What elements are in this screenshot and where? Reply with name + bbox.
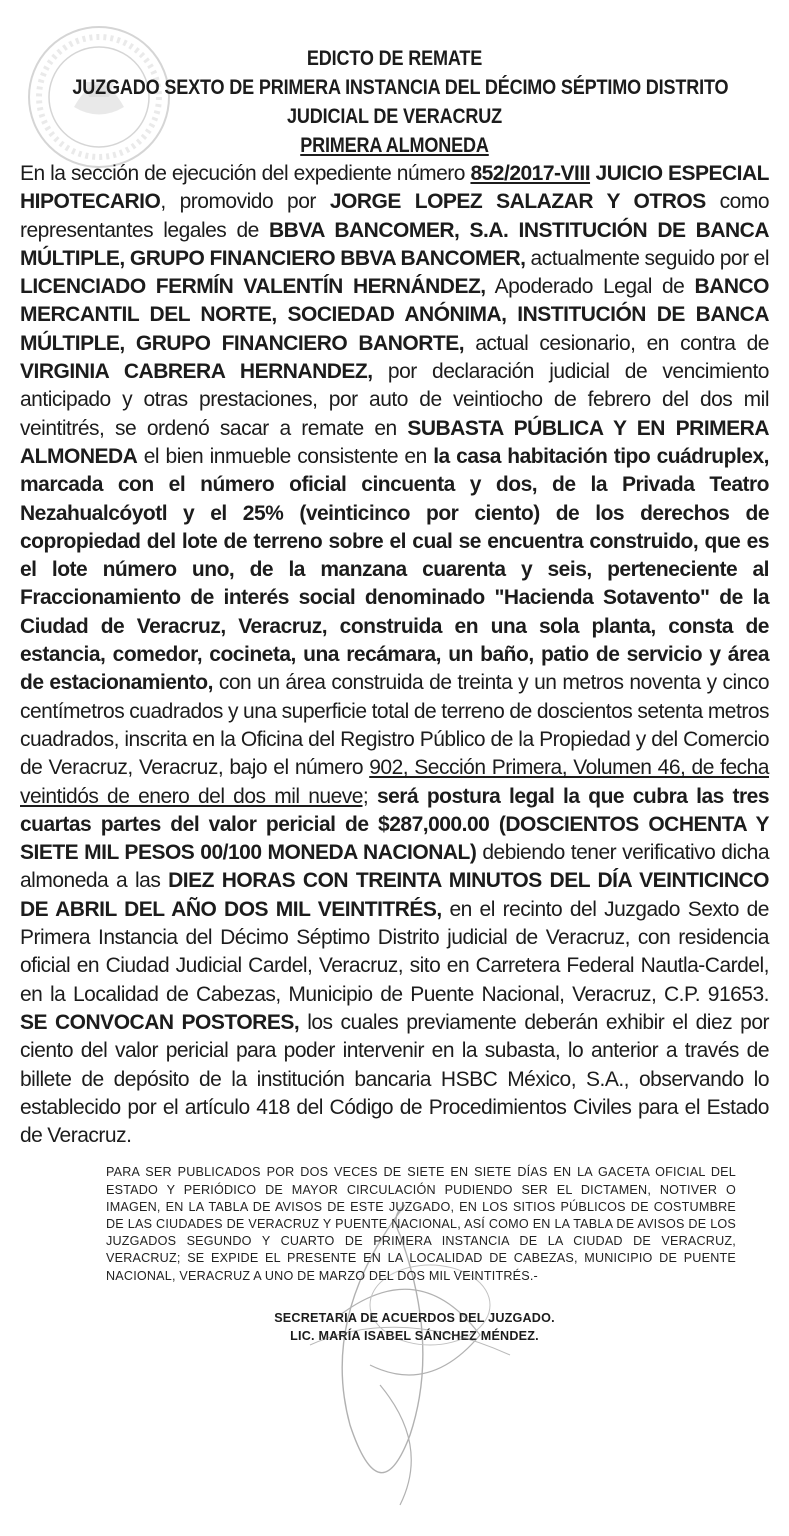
- publication-notice: PARA SER PUBLICADOS POR DOS VECES DE SIETE EN SIETE DÍAS EN LA GACETA OFICIAL DEL ESTADO Y PERIÓDICO DE MAYOR CIRCULACIÓN PUDIENDO SER EL DICTAMEN, NOTIVER O IMAGEN, EN LA TABLA DE AVISOS DE ESTE JUZGADO, EN LOS SITIOS PÚBLICOS DE COSTUMBRE DE LAS CIUDADES DE VERACRUZ Y PUENTE NACIONAL, ASÍ COMO EN LA TABLA DE AVISOS DE LOS JUZGADOS SEGUNDO Y CUARTO DE PRIMERA INSTANCIA DE LA CIUDAD DE VERACRUZ, VERACRUZ; SE EXPIDE EL PRESENTE EN LA LOCALIDAD DE CABEZAS, MUNICIPIO DE PUENTE NACIONAL, VERACRUZ A UNO DE MARZO DEL DOS MIL VEINTITRÉS.-: [106, 1165, 736, 1283]
- signature-block: [20, 1309, 769, 1345]
- auction-datetime: DIEZ HORAS CON TREINTA MINUTOS DEL DÍA VEINTICINCO DE ABRIL DEL AÑO DOS MIL VEINTITRÉS,: [20, 869, 769, 921]
- bidders-call: SE CONVOCAN POSTORES,: [20, 1010, 300, 1034]
- attorney-name: LICENCIADO FERMÍN VALENTÍN HERNÁNDEZ,: [20, 275, 486, 299]
- body-text-segment: En la sección de ejecución del expediente número: [20, 162, 471, 185]
- registry-reference: 902, Sección Primera, Volumen 46, de fecha veintidós de enero del dos mil nueve;: [20, 756, 769, 808]
- body-text-segment: los cuales previamente deberán exhibir el diez por ciento del valor pericial para poder intervenir en la subasta, lo anterior a través de billete de depósito de la institución bancaria HSBC México, S.A., observando lo establecido por el artículo 418 del Código de Procedimientos Civiles para el Estado de Veracruz.: [20, 1010, 769, 1148]
- body-text-segment: por declaración judicial de vencimiento anticipado y otras prestaciones, por auto de veintiocho de febrero del dos mil veintitrés, se ordenó sacar a remate en: [20, 360, 769, 440]
- body-text-segment: [368, 785, 377, 808]
- body-text-segment: en el recinto del Juzgado Sexto de Primera Instancia del Décimo Séptimo Distrito judicial de Veracruz, con residencia oficial en Ciudad Judicial Cardel, Veracruz, sito en Carretera Federal Nautla-Cardel, en la Localidad de Cabezas, Municipio de Puente Nacional, Veracruz, C.P. 91653.: [20, 897, 769, 1006]
- document-header: [72, 44, 729, 160]
- body-text-segment: como representantes legales de: [20, 190, 769, 242]
- signer-title: SECRETARIA DE ACUERDOS DEL JUZGADO.: [274, 1310, 555, 1325]
- plaintiffs: JORGE LOPEZ SALAZAR Y OTROS: [329, 190, 706, 214]
- header-district: JUDICIAL DE VERACRUZ: [287, 105, 502, 128]
- body-text-segment: debiendo tener verificativo dicha almoneda a las: [20, 841, 769, 893]
- header-auction-round: PRIMERA ALMONEDA: [300, 134, 489, 157]
- body-text-segment: con un área construida de treinta y un metros noventa y cinco centímetros cuadrados y una superficie total de terreno de doscientos setenta metros cuadrados, inscrita en la Oficina del Registro Público de la Propiedad y del Comercio de Veracruz, Veracruz, bajo el número: [20, 671, 770, 780]
- header-title: EDICTO DE REMATE: [306, 47, 483, 70]
- case-number: 852/2017-VIII: [470, 162, 591, 185]
- body-text-segment: , promovido por: [160, 190, 330, 214]
- edict-body: [20, 160, 769, 1150]
- body-text-segment: el bien inmueble consistente en: [137, 444, 434, 468]
- signer-name: LIC. MARÍA ISABEL SÁNCHEZ MÉNDEZ.: [290, 1328, 539, 1343]
- defendant-name: VIRGINIA CABRERA HERNANDEZ,: [20, 360, 373, 384]
- body-text-segment: Apoderado Legal de: [485, 275, 695, 299]
- legal-bid: será postura legal la que cubra las tres cuartas partes del valor pericial de $287,000.00 (DOSCIENTOS OCHENTA Y SIETE MIL PESOS 00/100 MONEDA NACIONAL): [20, 784, 770, 865]
- trial-type: JUICIO ESPECIAL HIPOTECARIO: [20, 162, 770, 214]
- body-text-segment: actual cesionario, en contra de: [464, 331, 769, 355]
- auction-type: SUBASTA PÚBLICA Y EN PRIMERA ALMONEDA: [20, 416, 769, 468]
- body-text-segment: actualmente seguido por el: [525, 246, 769, 270]
- property-description: la casa habitación tipo cuádruplex, marcada con el número oficial cincuenta y dos, de la Privada Teatro Nezahualcóyotl y el 25% (veinticinco por ciento) de los derechos de copropiedad del lote de terreno sobre el cual se encuentra construido, que es el lote número uno, de la manzana cuarenta y seis, perteneciente al Fraccionamiento de interés social denominado "Hacienda Sotavento" de la Ciudad de Veracruz, Veracruz, construida en una sola planta, consta de estancia, comedor, cocineta, una recámara, un baño, patio de servicio y área de estacionamiento,: [20, 444, 769, 695]
- header-court: JUZGADO SEXTO DE PRIMERA INSTANCIA DEL DÉCIMO SÉPTIMO DISTRITO: [72, 76, 729, 99]
- assignee-bank: BANCO MERCANTIL DEL NORTE, SOCIEDAD ANÓNIMA, INSTITUCIÓN DE BANCA MÚLTIPLE, GRUPO FINANCIERO BANORTE,: [20, 275, 769, 355]
- original-bank: BBVA BANCOMER, S.A. INSTITUCIÓN DE BANCA MÚLTIPLE, GRUPO FINANCIERO BBVA BANCOMER,: [20, 218, 769, 270]
